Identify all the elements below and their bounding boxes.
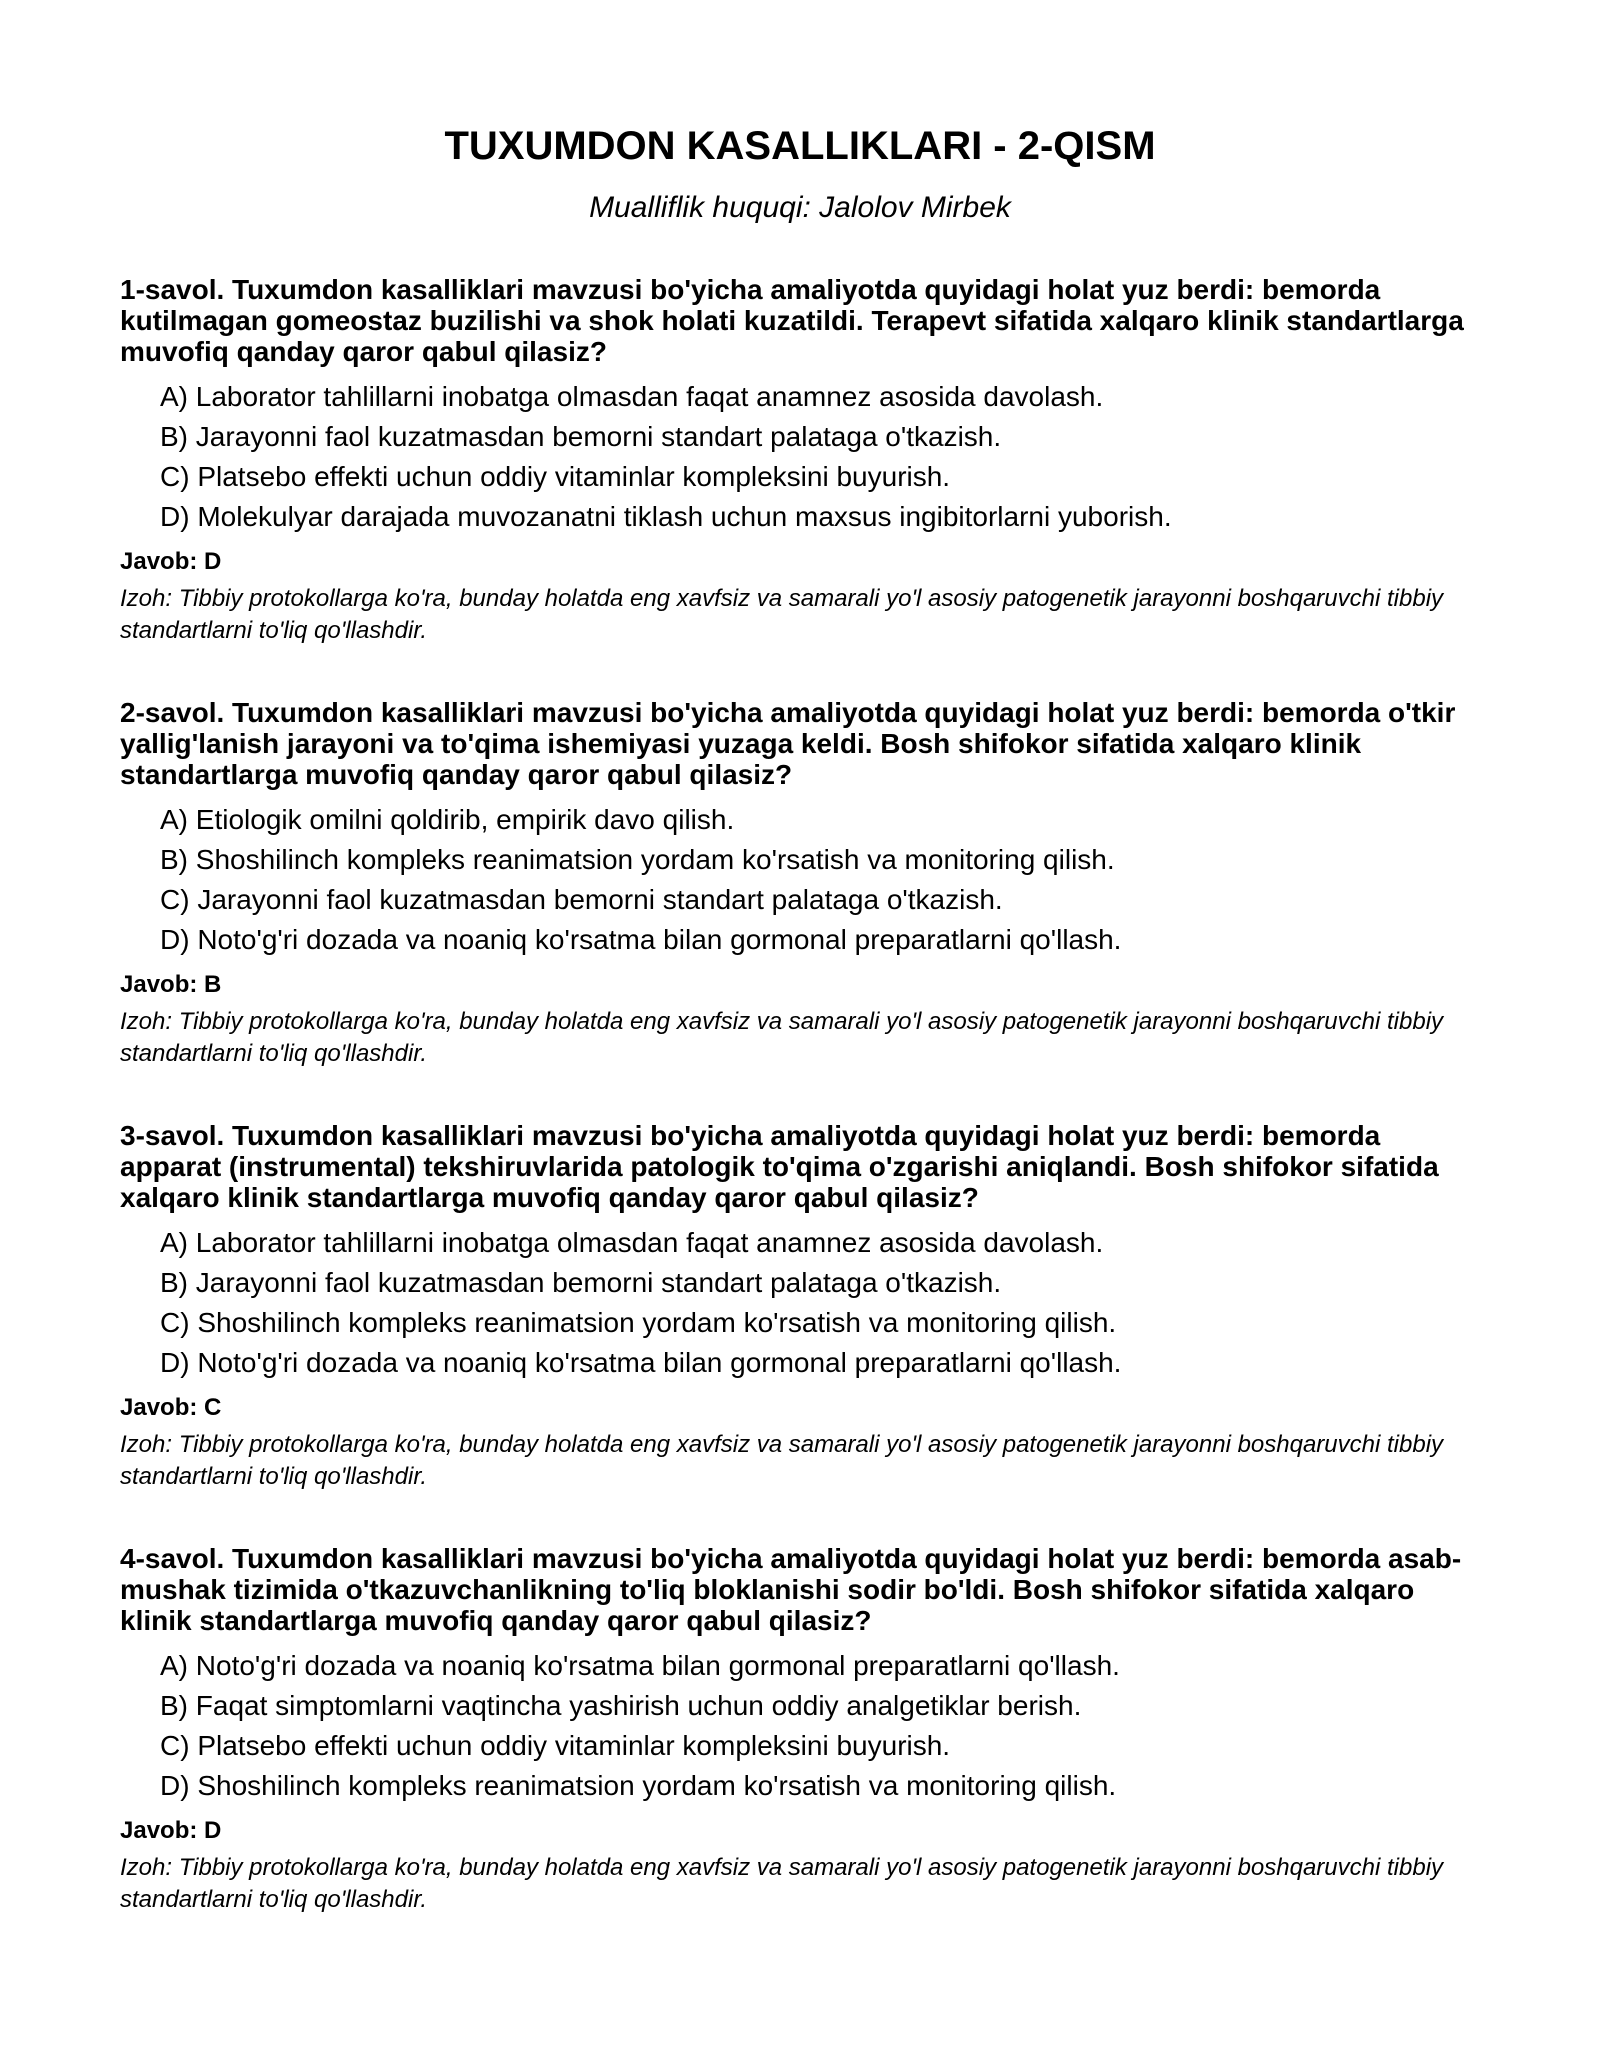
option-a: A) Laborator tahlillarni inobatga olmasdan faqat anamnez asosida davolash.	[160, 1227, 1104, 1258]
copyright-line: Mualliflik huquqi: Jalolov Mirbek	[589, 191, 1011, 224]
explanation-note: Izoh: Tibbiy protokollarga ko'ra, bunday holatda eng xavfsiz va samarali yo'l asosiy patogenetik jarayonni boshqaruvchi tibbiy standartlarni to'liq qo'llashdir.	[120, 1854, 1444, 1913]
answer-options	[120, 1646, 1480, 1806]
option-a: A) Laborator tahlillarni inobatga olmasdan faqat anamnez asosida davolash.	[160, 381, 1104, 412]
option-c: C) Shoshilinch kompleks reanimatsion yordam ko'rsatish va monitoring qilish.	[160, 1307, 1117, 1338]
explanation-note: Izoh: Tibbiy protokollarga ko'ra, bunday holatda eng xavfsiz va samarali yo'l asosiy patogenetik jarayonni boshqaruvchi tibbiy standartlarni to'liq qo'llashdir.	[120, 585, 1444, 644]
question-text: 4-savol. Tuxumdon kasalliklari mavzusi bo'yicha amaliyotda quyidagi holat yuz berdi: bemorda asab-mushak tizimida o'tkazuvchanlikning to'liq bloklanishi sodir bo'ldi. Bosh shifokor sifatida xalqaro klinik standartlarga muvofiq qanday qaror qabul qilasiz?	[120, 1543, 1462, 1636]
answer-options	[120, 377, 1480, 537]
answer-key: Javob: B	[120, 971, 222, 998]
option-a: A) Noto'g'ri dozada va noaniq ko'rsatma bilan gormonal preparatlarni qo'llash.	[160, 1650, 1120, 1681]
option-c: C) Platsebo effekti uchun oddiy vitaminlar kompleksini buyurish.	[160, 1730, 951, 1761]
question-block	[120, 697, 1480, 1070]
answer-options	[120, 1223, 1480, 1383]
explanation-note: Izoh: Tibbiy protokollarga ko'ra, bunday holatda eng xavfsiz va samarali yo'l asosiy patogenetik jarayonni boshqaruvchi tibbiy standartlarni to'liq qo'llashdir.	[120, 1008, 1444, 1067]
question-text: 2-savol. Tuxumdon kasalliklari mavzusi bo'yicha amaliyotda quyidagi holat yuz berdi: bemorda o'tkir yallig'lanish jarayoni va to'qima ishemiyasi yuzaga keldi. Bosh shifokor sifatida xalqaro klinik standartlarga muvofiq qanday qaror qabul qilasiz?	[120, 697, 1456, 790]
answer-options	[120, 800, 1480, 960]
question-block	[120, 1120, 1480, 1493]
option-c: C) Platsebo effekti uchun oddiy vitaminlar kompleksini buyurish.	[160, 461, 951, 492]
page-title: TUXUMDON KASALLIKLARI - 2-QISM	[444, 124, 1156, 168]
option-a: A) Etiologik omilni qoldirib, empirik davo qilish.	[160, 804, 735, 835]
answer-key: Javob: D	[120, 548, 222, 575]
option-b: B) Shoshilinch kompleks reanimatsion yordam ko'rsatish va monitoring qilish.	[160, 844, 1115, 875]
question-text: 3-savol. Tuxumdon kasalliklari mavzusi bo'yicha amaliyotda quyidagi holat yuz berdi: bemorda apparat (instrumental) tekshiruvlarida patologik to'qima o'zgarishi aniqlandi. Bosh shifokor sifatida xalqaro klinik standartlarga muvofiq qanday qaror qabul qilasiz?	[120, 1120, 1439, 1213]
option-b: B) Jarayonni faol kuzatmasdan bemorni standart palataga o'tkazish.	[160, 421, 1002, 452]
option-c: C) Jarayonni faol kuzatmasdan bemorni standart palataga o'tkazish.	[160, 884, 1003, 915]
option-b: B) Jarayonni faol kuzatmasdan bemorni standart palataga o'tkazish.	[160, 1267, 1002, 1298]
answer-key: Javob: C	[120, 1394, 222, 1421]
answer-key: Javob: D	[120, 1817, 222, 1844]
option-d: D) Noto'g'ri dozada va noaniq ko'rsatma bilan gormonal preparatlarni qo'llash.	[160, 1347, 1122, 1378]
option-d: D) Shoshilinch kompleks reanimatsion yordam ko'rsatish va monitoring qilish.	[160, 1770, 1117, 1801]
option-d: D) Molekulyar darajada muvozanatni tiklash uchun maxsus ingibitorlarni yuborish.	[160, 501, 1172, 532]
option-d: D) Noto'g'ri dozada va noaniq ko'rsatma bilan gormonal preparatlarni qo'llash.	[160, 924, 1122, 955]
option-b: B) Faqat simptomlarni vaqtincha yashirish uchun oddiy analgetiklar berish.	[160, 1690, 1082, 1721]
question-text: 1-savol. Tuxumdon kasalliklari mavzusi bo'yicha amaliyotda quyidagi holat yuz berdi: bemorda kutilmagan gomeostaz buzilishi va shok holati kuzatildi. Terapevt sifatida xalqaro klinik standartlarga muvofiq qanday qaror qabul qilasiz?	[120, 274, 1464, 367]
question-block	[120, 274, 1480, 647]
explanation-note: Izoh: Tibbiy protokollarga ko'ra, bunday holatda eng xavfsiz va samarali yo'l asosiy patogenetik jarayonni boshqaruvchi tibbiy standartlarni to'liq qo'llashdir.	[120, 1431, 1444, 1490]
question-block	[120, 1543, 1480, 1916]
